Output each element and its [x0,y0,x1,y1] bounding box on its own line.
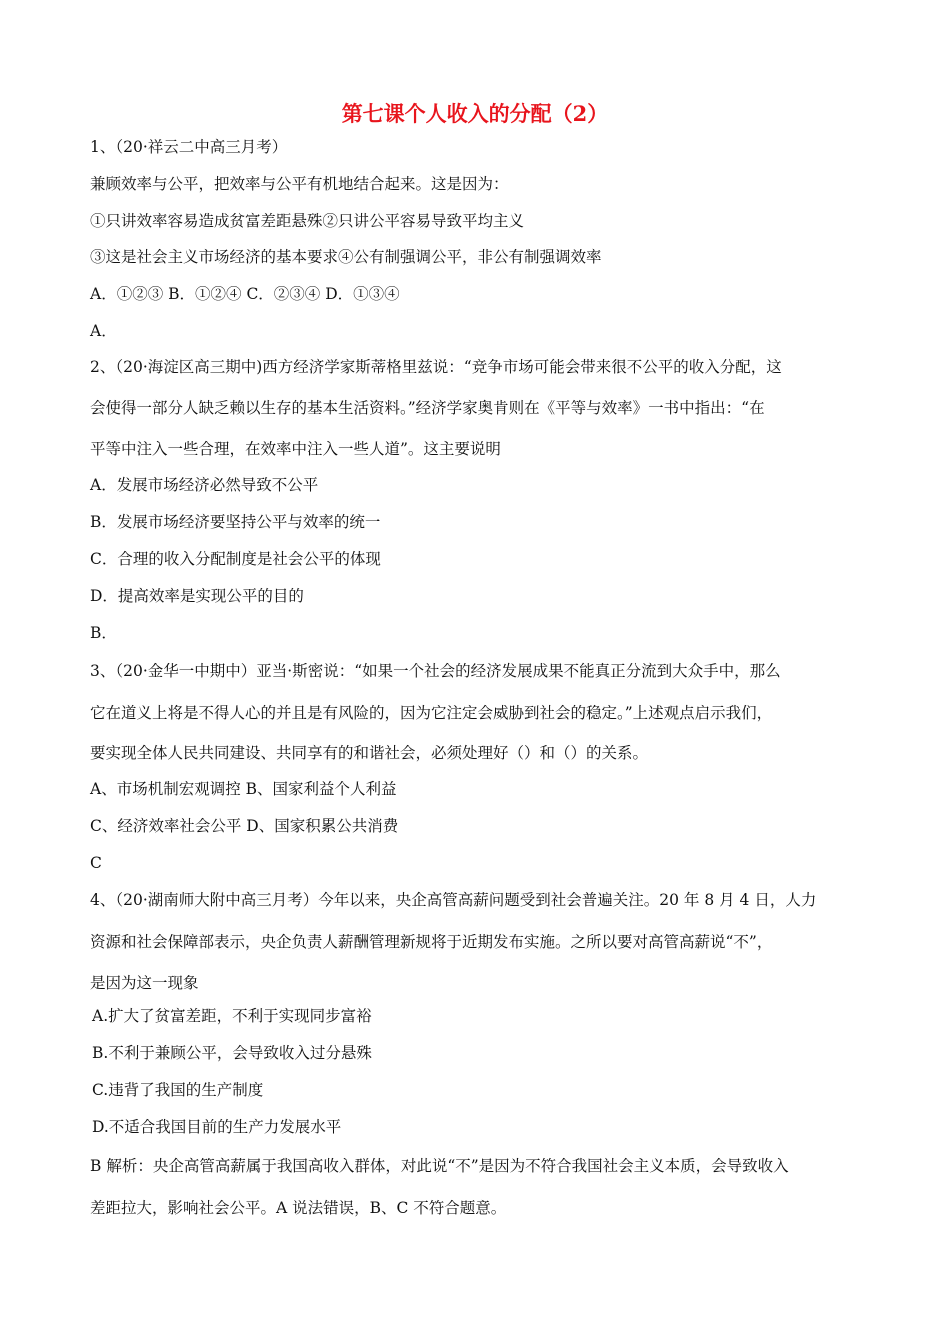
question-4-stem-line-2: 资源和社会保障部表示，央企负责人薪酬管理新规将于近期发布实施。之所以要对高管高薪说“不”， [90,933,773,951]
question-2-answer: B． [90,624,117,642]
question-1-statement-a: ①只讲效率容易造成贫富差距悬殊②只讲公平容易导致平均主义 [90,212,525,230]
question-3-options-cd: C、经济效率社会公平 D、国家积累公共消费 [90,817,399,835]
question-3-answer: C [90,854,102,872]
page-title: 第七课个人收入的分配（2） [341,101,609,126]
question-3-stem-line-1: 3、（20·金华一中期中）亚当·斯密说：“如果一个社会的经济发展成果不能真正分流到大众手中，那么 [90,662,781,680]
question-1-header: 1、（20·祥云二中高三月考） [90,138,288,156]
question-4-option-c: C.违背了我国的生产制度 [92,1081,264,1099]
question-2-stem-line-3: 平等中注入一些合理，在效率中注入一些人道”。这主要说明 [90,440,501,458]
question-4-option-a: A.扩大了贫富差距，不利于实现同步富裕 [92,1007,372,1025]
question-2-option-d: D．提高效率是实现公平的目的 [90,587,304,605]
question-1-options: A．①②③ B．①②④ C．②③④ D．①③④ [90,285,400,303]
question-3-stem-line-2: 它在道义上将是不得人心的并且是有风险的，因为它注定会威胁到社会的稳定。”上述观点启示我们， [90,704,773,722]
question-2-stem-line-2: 会使得一部分人缺乏赖以生存的基本生活资料。”经济学家奥肯则在《平等与效率》一书中指出：“在 [90,399,765,417]
question-1-stem: 兼顾效率与公平，把效率与公平有机地结合起来。这是因为： [90,175,509,193]
question-4-option-d: D.不适合我国目前的生产力发展水平 [92,1118,342,1136]
question-1-statement-b: ③这是社会主义市场经济的基本要求④公有制强调公平，非公有制强调效率 [90,248,602,266]
question-4-option-b: B.不利于兼顾公平，会导致收入过分悬殊 [92,1044,372,1062]
question-3-options-ab: A、市场机制宏观调控 B、国家利益个人利益 [90,780,397,798]
question-2-option-a: A．发展市场经济必然导致不公平 [90,476,319,494]
question-2-option-c: C．合理的收入分配制度是社会公平的体现 [90,550,381,568]
question-2-option-b: B．发展市场经济要坚持公平与效率的统一 [90,513,381,531]
question-4-stem-line-3: 是因为这一现象 [90,974,199,992]
question-2-stem-line-1: 2、（20·海淀区高三期中)西方经济学家斯蒂格里兹说：“竞争市场可能会带来很不公平的收入分配，这 [90,358,782,376]
question-3-stem-line-3: 要实现全体人民共同建设、共同享有的和谐社会，必须处理好（）和（）的关系。 [90,744,649,762]
question-1-answer: A． [90,322,117,340]
question-4-analysis-line-1: B 解析：央企高管高薪属于我国高收入群体，对此说“不”是因为不符合我国社会主义本质，会导致收入 [90,1157,789,1175]
question-4-analysis-line-2: 差距拉大，影响社会公平。A 说法错误，B、C 不符合题意。 [90,1199,507,1217]
question-4-stem-line-1: 4、（20·湖南师大附中高三月考）今年以来，央企高管高薪问题受到社会普遍关注。20 年 8 月 4 日，人力 [90,891,817,909]
